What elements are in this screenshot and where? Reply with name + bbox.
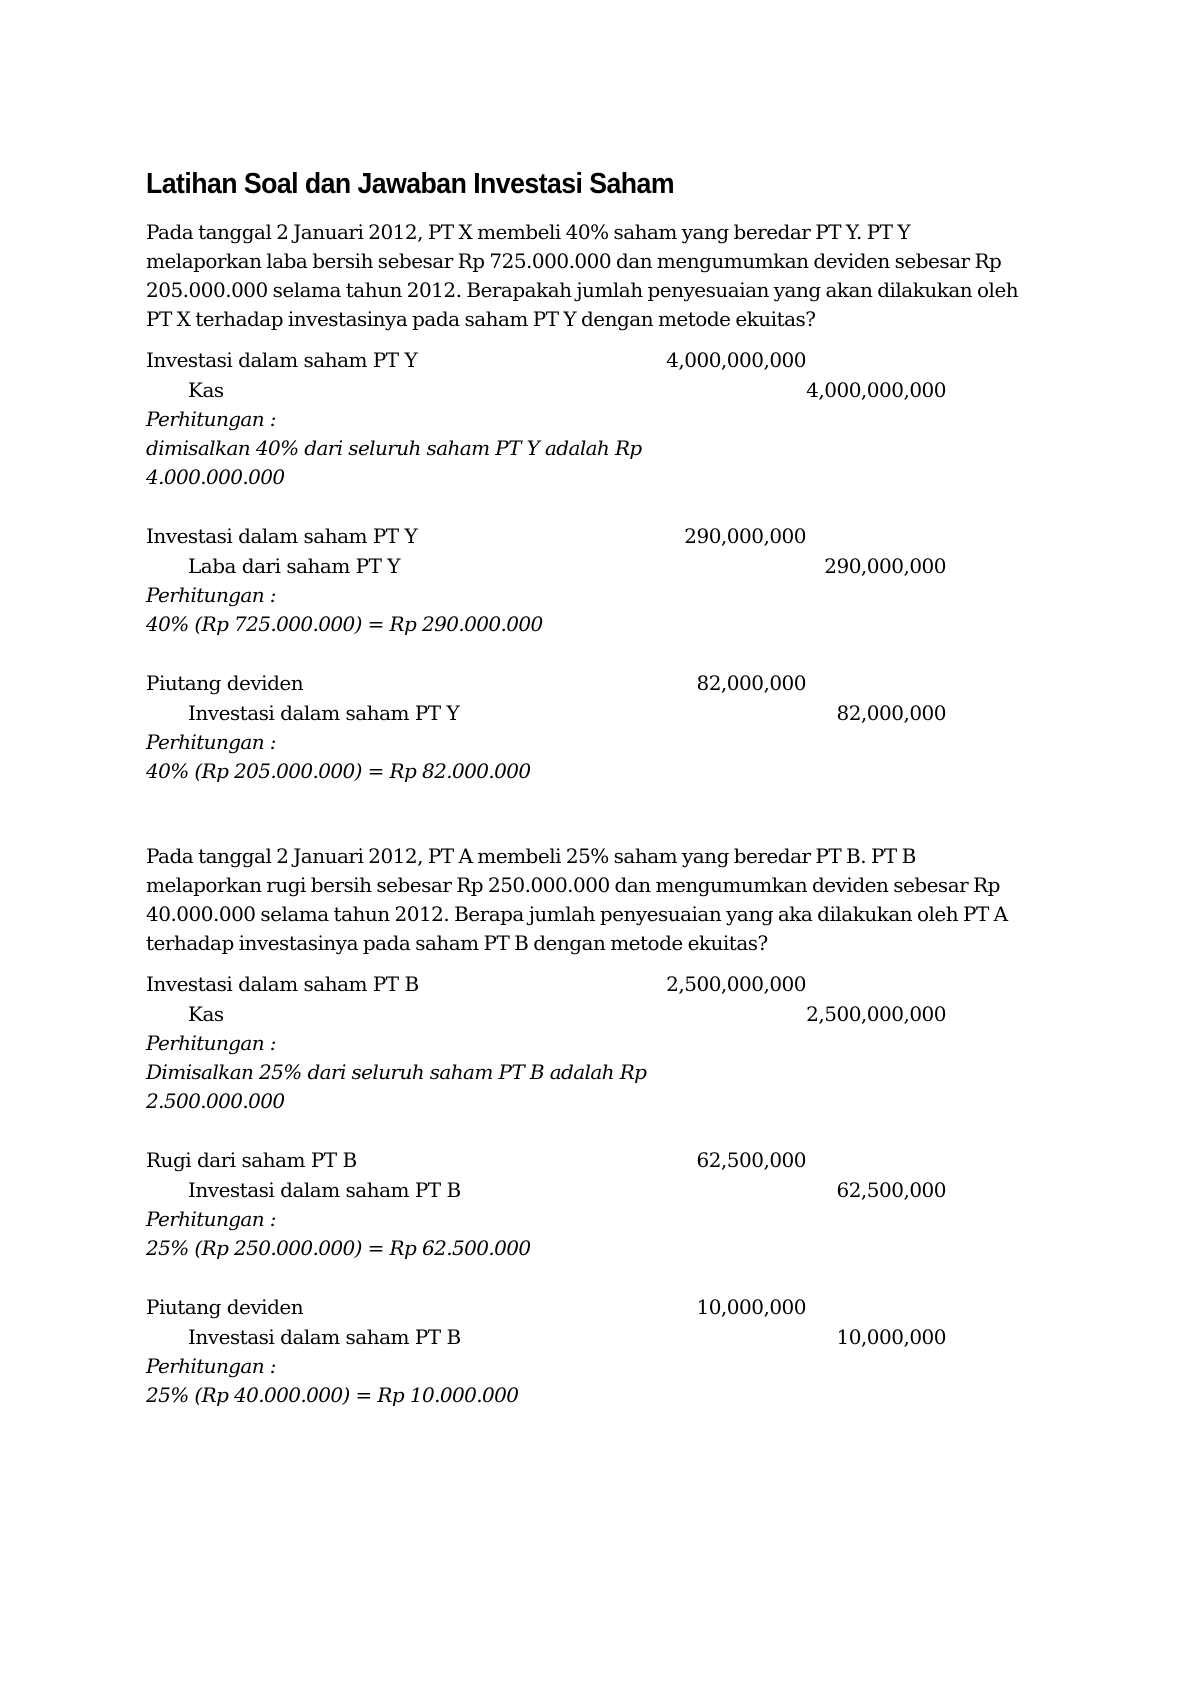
calculation-line: 25% (Rp 40.000.000) = Rp 10.000.000 [146, 1383, 519, 1407]
question-paragraph [146, 842, 1046, 958]
credit-row [146, 1322, 1046, 1352]
calculation-line: 40% (Rp 725.000.000) = Rp 290.000.000 [146, 612, 543, 636]
calculation-label: Perhitungan : [146, 1207, 276, 1231]
problem-1 [146, 218, 1046, 786]
debit-row [146, 1292, 1046, 1322]
calculation-label: Perhitungan : [146, 407, 276, 431]
debit-account: Investasi dalam saham PT B [146, 972, 419, 996]
credit-amount: 2,500,000,000 [806, 1002, 946, 1026]
credit-row [146, 375, 1046, 405]
credit-row [146, 1175, 1046, 1205]
credit-amount: 10,000,000 [836, 1325, 946, 1349]
question-line: Pada tanggal 2 Januari 2012, PT A membeli 25% saham yang beredar PT B. PT B [146, 844, 916, 868]
question-line: terhadap investasinya pada saham PT B dengan metode ekuitas? [146, 931, 768, 955]
debit-amount: 2,500,000,000 [666, 972, 806, 996]
calculation-line: dimisalkan 40% dari seluruh saham PT Y adalah Rp [146, 436, 642, 460]
journal-entry [146, 969, 1046, 1116]
credit-row [146, 551, 1046, 581]
journal-entry [146, 1292, 1046, 1410]
debit-amount: 4,000,000,000 [666, 348, 806, 372]
question-line: 40.000.000 selama tahun 2012. Berapa jumlah penyesuaian yang aka dilakukan oleh PT A [146, 902, 1008, 926]
calculation-label: Perhitungan : [146, 583, 276, 607]
document-page [146, 166, 1046, 1410]
credit-amount: 290,000,000 [824, 554, 946, 578]
debit-account: Rugi dari saham PT B [146, 1148, 357, 1172]
credit-row [146, 698, 1046, 728]
question-line: Pada tanggal 2 Januari 2012, PT X membeli 40% saham yang beredar PT Y. PT Y [146, 220, 911, 244]
credit-account: Kas [188, 378, 224, 402]
credit-account: Kas [188, 1002, 224, 1026]
question-line: melaporkan laba bersih sebesar Rp 725.000.000 dan mengumumkan deviden sebesar Rp [146, 249, 1002, 273]
debit-amount: 10,000,000 [696, 1295, 806, 1319]
spacer [146, 492, 1046, 521]
question-line: melaporkan rugi bersih sebesar Rp 250.000.000 dan mengumumkan deviden sebesar Rp [146, 873, 1000, 897]
calculation-line: 40% (Rp 205.000.000) = Rp 82.000.000 [146, 759, 531, 783]
journal-entry [146, 345, 1046, 492]
debit-amount: 82,000,000 [696, 671, 806, 695]
debit-account: Investasi dalam saham PT Y [146, 348, 418, 372]
problem-2 [146, 842, 1046, 1410]
debit-row [146, 521, 1046, 551]
credit-amount: 82,000,000 [836, 701, 946, 725]
question-line: 205.000.000 selama tahun 2012. Berapakah jumlah penyesuaian yang akan dilakukan oleh [146, 278, 1019, 302]
credit-account: Investasi dalam saham PT B [188, 1178, 461, 1202]
journal-entry [146, 1145, 1046, 1263]
question-line: PT X terhadap investasinya pada saham PT Y dengan metode ekuitas? [146, 307, 816, 331]
credit-row [146, 999, 1046, 1029]
calculation-line: Dimisalkan 25% dari seluruh saham PT B adalah Rp [146, 1060, 647, 1084]
debit-row [146, 1145, 1046, 1175]
credit-account: Investasi dalam saham PT B [188, 1325, 461, 1349]
calculation-line: 2.500.000.000 [146, 1089, 285, 1113]
debit-row [146, 345, 1046, 375]
question-paragraph [146, 218, 1046, 334]
credit-amount: 4,000,000,000 [806, 378, 946, 402]
spacer [146, 1263, 1046, 1292]
journal-entry [146, 668, 1046, 786]
page-title: Latihan Soal dan Jawaban Investasi Saham [146, 168, 675, 200]
calculation-label: Perhitungan : [146, 730, 276, 754]
debit-account: Investasi dalam saham PT Y [146, 524, 418, 548]
debit-account: Piutang deviden [146, 671, 304, 695]
debit-amount: 62,500,000 [696, 1148, 806, 1172]
debit-amount: 290,000,000 [684, 524, 806, 548]
calculation-label: Perhitungan : [146, 1031, 276, 1055]
credit-amount: 62,500,000 [836, 1178, 946, 1202]
debit-row [146, 668, 1046, 698]
debit-row [146, 969, 1046, 999]
journal-entry [146, 521, 1046, 639]
spacer [146, 639, 1046, 668]
debit-account: Piutang deviden [146, 1295, 304, 1319]
calculation-label: Perhitungan : [146, 1354, 276, 1378]
calculation-line: 4.000.000.000 [146, 465, 285, 489]
spacer [146, 786, 1046, 842]
spacer [146, 1116, 1046, 1145]
credit-account: Investasi dalam saham PT Y [188, 701, 460, 725]
credit-account: Laba dari saham PT Y [188, 554, 401, 578]
calculation-line: 25% (Rp 250.000.000) = Rp 62.500.000 [146, 1236, 531, 1260]
